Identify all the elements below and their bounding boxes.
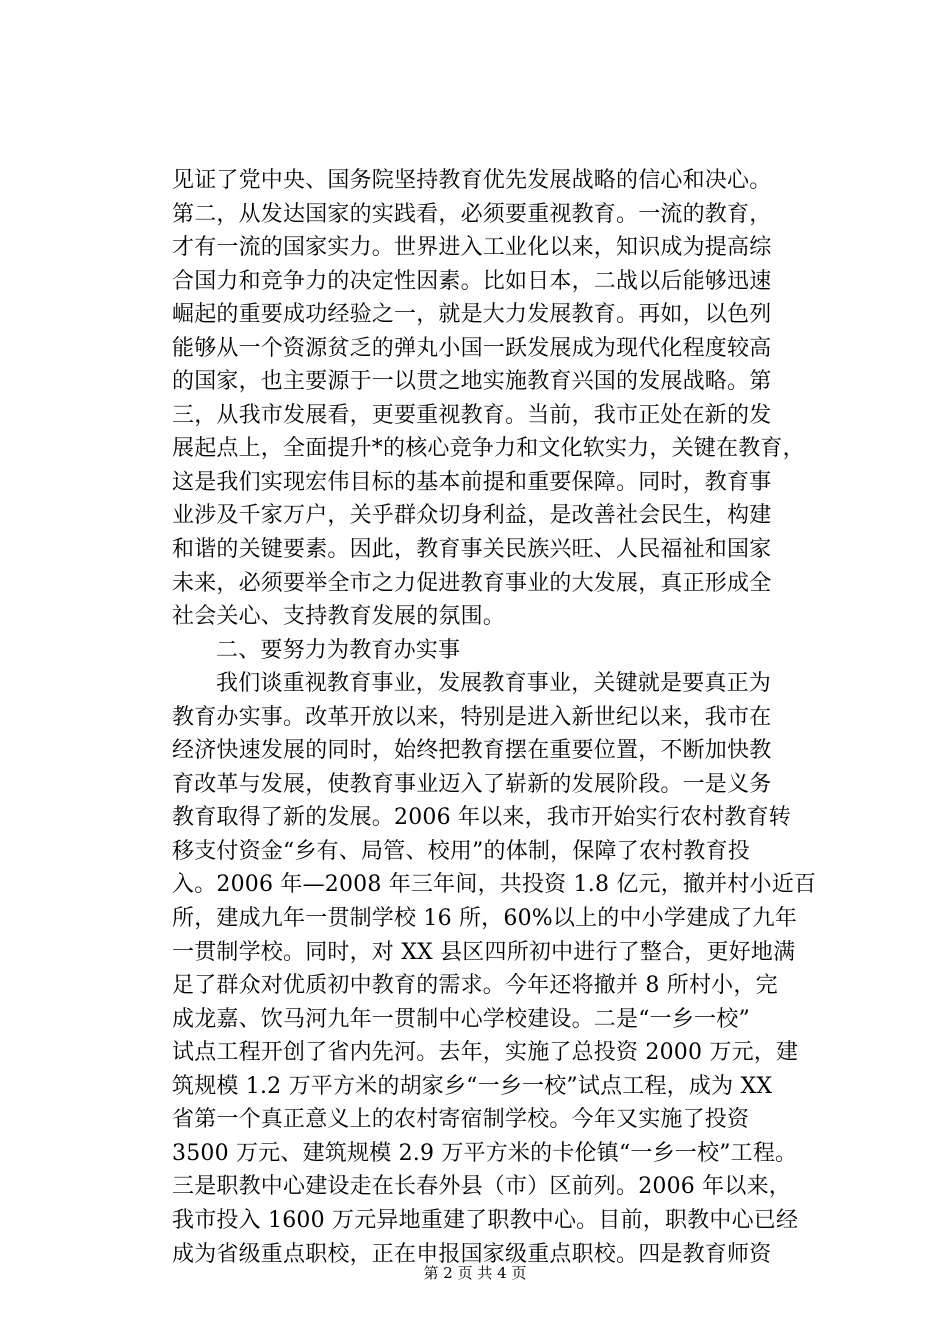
body-line-29: 省第一个真正意义上的农村寄宿制学校。今年又实施了投资	[172, 1107, 750, 1133]
body-line-13: 未来，必须要举全市之力促进教育事业的大发展，真正形成全	[172, 570, 772, 596]
body-line-18: 经济快速发展的同时，始终把教育摆在重要位置，不断加快教	[172, 738, 772, 764]
body-line-6: 能够从一个资源贫乏的弹丸小国一跃发展成为现代化程度较高	[172, 335, 772, 361]
body-line-19: 育改革与发展，使教育事业迈入了崭新的发展阶段。一是义务	[172, 771, 772, 797]
body-line-26: 成龙嘉、饮马河九年一贯制中心学校建设。二是“一乡一校”	[172, 1006, 750, 1032]
body-line-8: 三，从我市发展看，更要重视教育。当前，我市正处在新的发	[172, 402, 772, 428]
body-line-32: 我市投入 1600 万元异地重建了职教中心。目前，职教中心已经	[172, 1207, 799, 1233]
body-line-1: 见证了党中央、国务院坚持教育优先发展战略的信心和决心。	[172, 168, 772, 193]
body-line-9: 展起点上，全面提升*的核心竞争力和文化软实力，关键在教育，	[172, 436, 805, 462]
body-line-23: 所，建成九年一贯制学校 16 所，60%以上的中小学建成了九年	[172, 906, 798, 932]
body-line-5: 崛起的重要成功经验之一，就是大力发展教育。再如，以色列	[172, 302, 772, 328]
body-line-17: 教育办实事。改革开放以来，特别是进入新世纪以来，我市在	[172, 704, 772, 730]
body-line-10: 这是我们实现宏伟目标的基本前提和重要保障。同时，教育事	[172, 469, 772, 495]
body-line-11: 业涉及千家万户，关乎群众切身利益，是改善社会民生，构建	[172, 503, 772, 529]
body-line-14: 社会关心、支持教育发展的氛围。	[172, 604, 506, 630]
document-body	[172, 164, 862, 1271]
page-number-footer: 第 2 页 共 4 页	[423, 1264, 527, 1282]
body-line-25: 足了群众对优质初中教育的需求。今年还将撤并 8 所村小，完	[172, 973, 778, 999]
body-line-3: 才有一流的国家实力。世界进入工业化以来，知识成为提高综	[172, 235, 772, 261]
body-line-20: 教育取得了新的发展。2006 年以来，我市开始实行农村教育转	[172, 805, 791, 831]
body-line-33: 成为省级重点职校，正在申报国家级重点职校。四是教育师资	[172, 1241, 772, 1267]
body-line-27: 试点工程开创了省内先河。去年，实施了总投资 2000 万元，建	[172, 1040, 799, 1066]
body-line-16: 我们谈重视教育事业，发展教育事业，关键就是要真正为	[216, 671, 772, 697]
body-line-7: 的国家，也主要源于一以贯之地实施教育兴国的发展战略。第	[172, 369, 772, 395]
body-line-21: 移支付资金“乡有、局管、校用”的体制，保障了农村教育投	[172, 838, 750, 864]
body-line-22: 入。2006 年—2008 年三年间，共投资 1.8 亿元，撤并村小近百	[172, 872, 817, 898]
body-line-28: 筑规模 1.2 万平方米的胡家乡“一乡一校”试点工程，成为 XX	[172, 1073, 773, 1099]
body-line-24: 一贯制学校。同时，对 XX 县区四所初中进行了整合，更好地满	[172, 939, 796, 965]
body-line-30: 3500 万元、建筑规模 2.9 万平方米的卡伦镇“一乡一校”工程。	[172, 1140, 798, 1166]
section-heading: 二、要努力为教育办实事	[216, 637, 461, 663]
body-line-12: 和谐的关键要素。因此，教育事关民族兴旺、人民福祉和国家	[172, 537, 772, 563]
body-line-4: 合国力和竞争力的决定性因素。比如日本，二战以后能够迅速	[172, 268, 772, 294]
body-line-2: 第二，从发达国家的实践看，必须要重视教育。一流的教育，	[172, 201, 772, 227]
body-line-31: 三是职教中心建设走在长春外县（市）区前列。2006 年以来，	[172, 1174, 791, 1200]
